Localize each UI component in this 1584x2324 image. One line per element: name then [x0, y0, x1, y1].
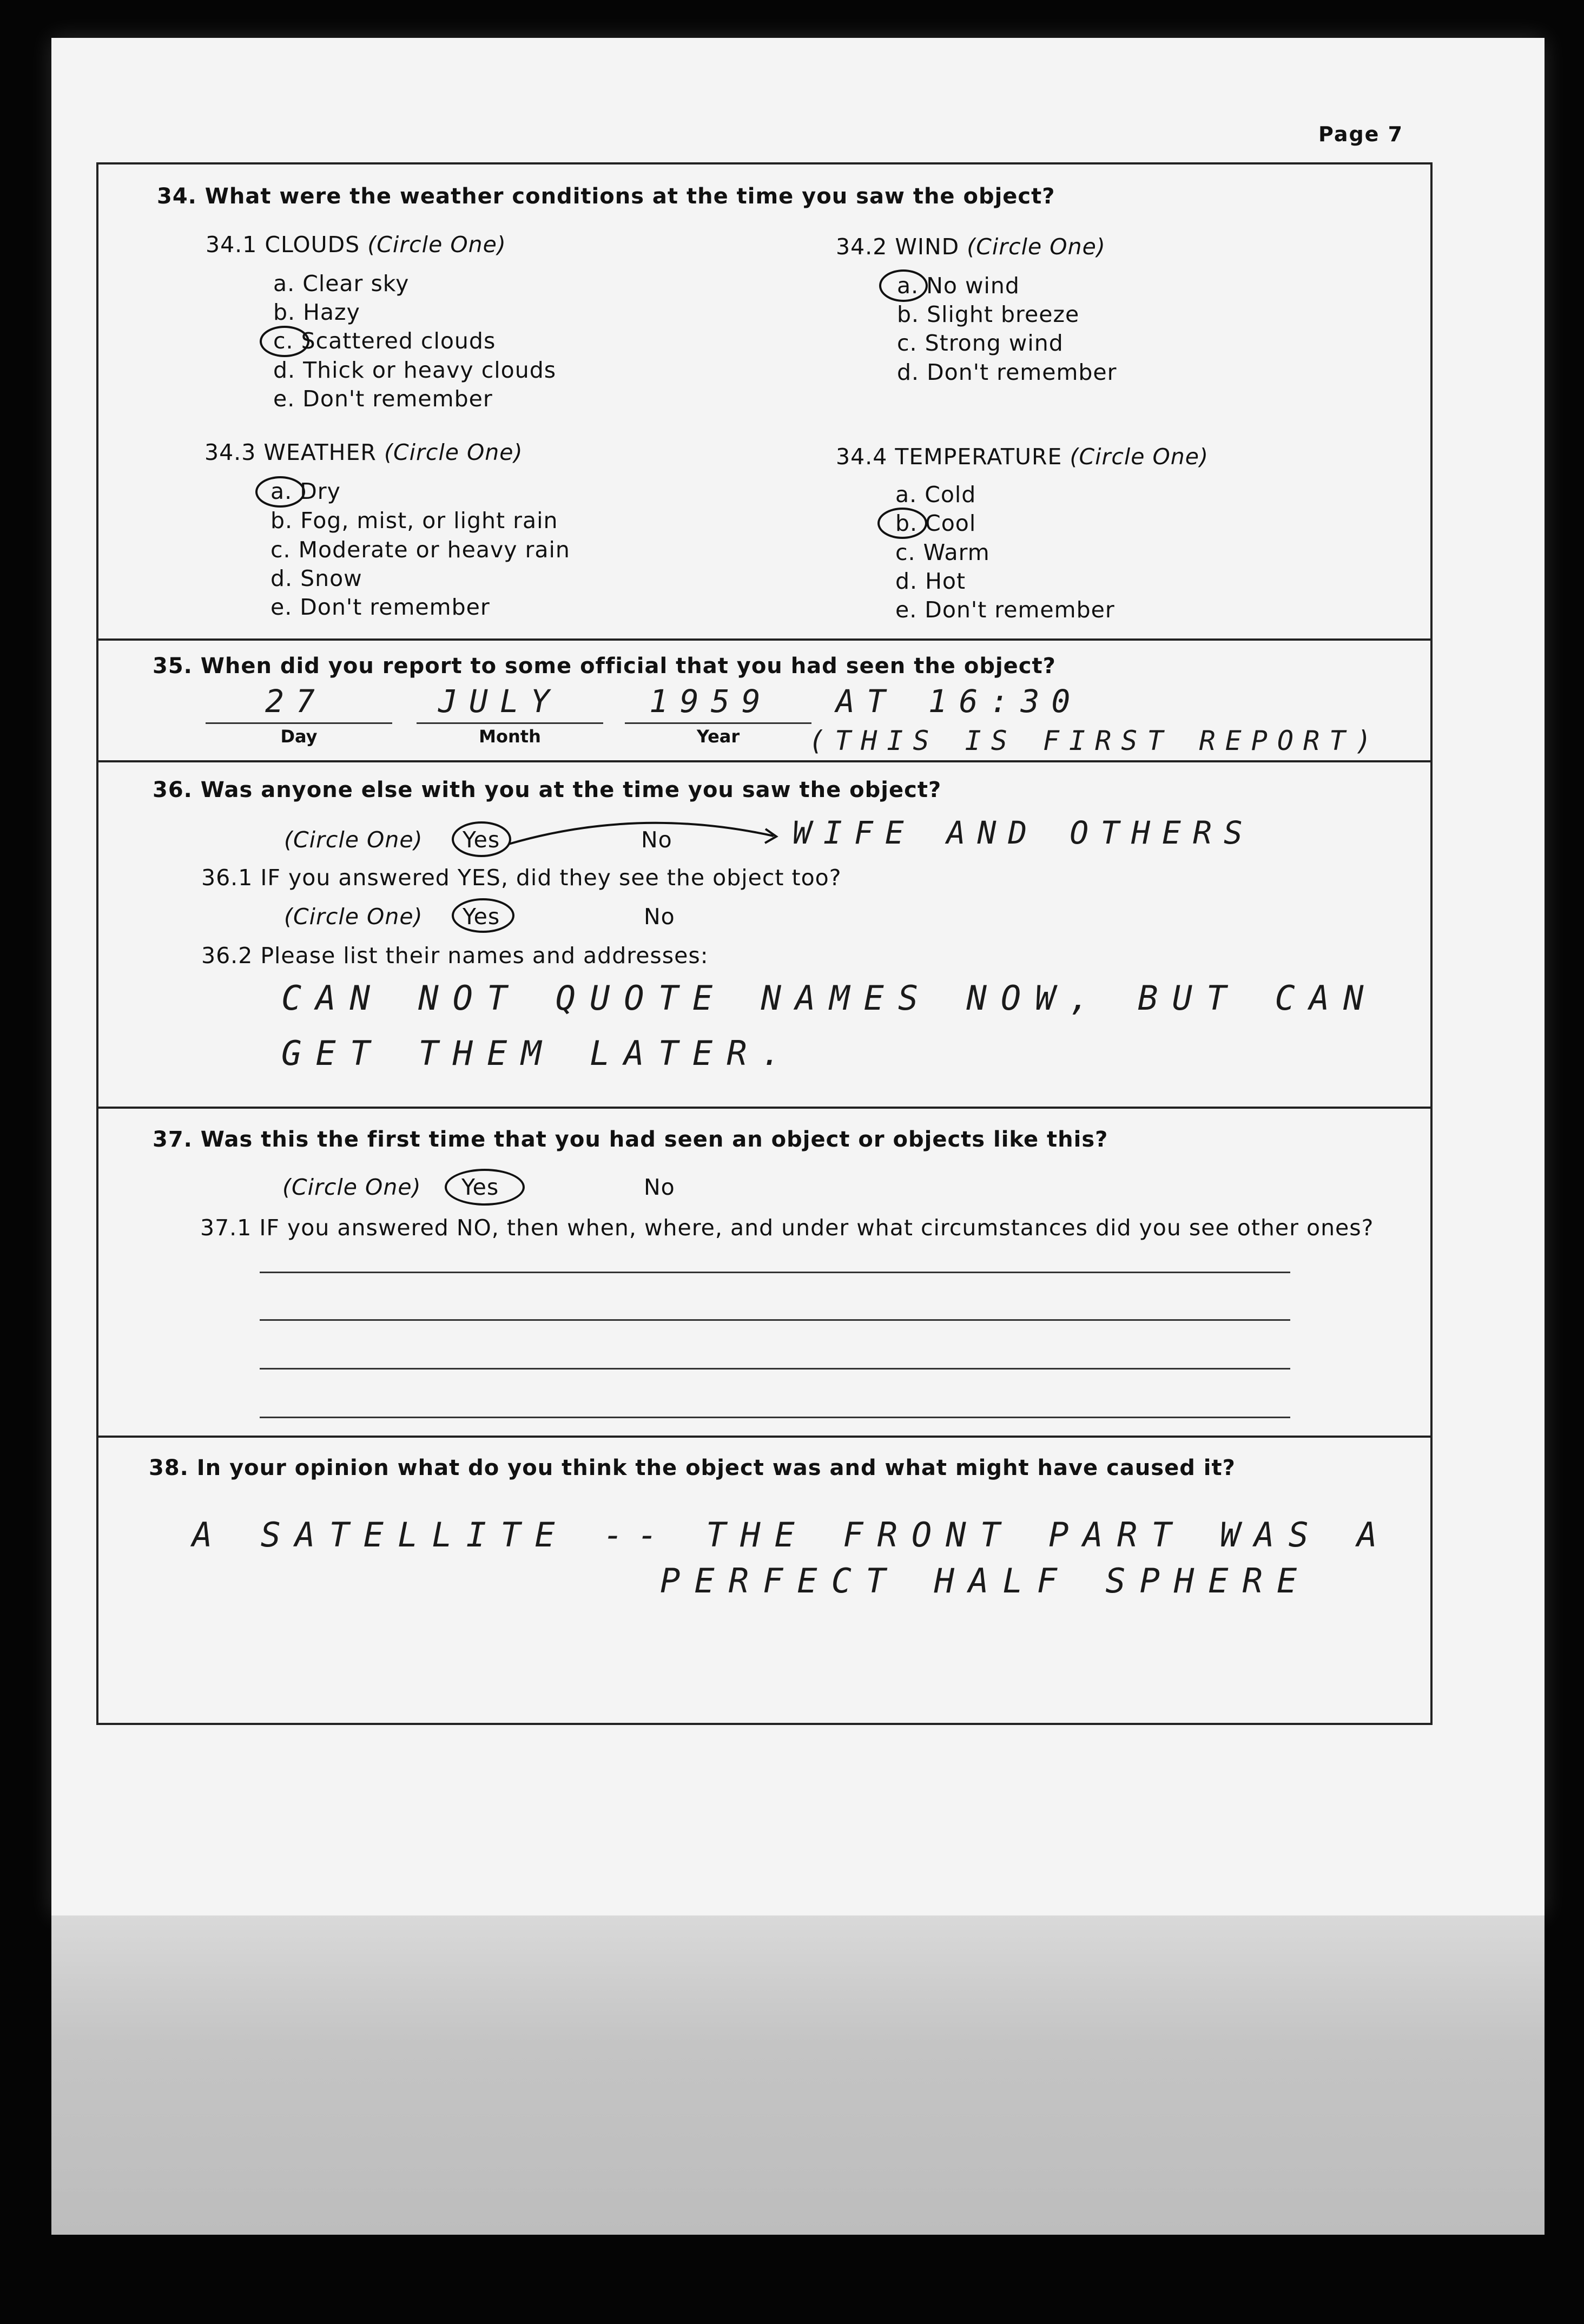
q34-temperature-heading [836, 444, 1209, 470]
q37-1-answer-line-4[interactable] [260, 1417, 1290, 1418]
q36-circle-one: (Circle One) [284, 827, 423, 853]
clouds-option-c[interactable]: c. Scattered clouds [273, 328, 496, 354]
temperature-selection-circle [877, 508, 927, 539]
clouds-option-e[interactable]: e. Don't remember [273, 386, 493, 412]
report-day-value[interactable]: 27 [265, 683, 327, 720]
clouds-option-b[interactable]: b. Hazy [273, 299, 360, 325]
day-underline [206, 722, 392, 724]
weather-option-e[interactable]: e. Don't remember [270, 594, 490, 620]
q37-1-answer-line-2[interactable] [260, 1319, 1290, 1321]
q34-weather-heading [204, 439, 523, 465]
q36-1-circle-one: (Circle One) [284, 904, 423, 930]
report-time-note: AT 16:30 [836, 683, 1083, 720]
q36-no[interactable]: No [641, 827, 672, 853]
weather-selection-circle [255, 476, 305, 508]
q35-question: 35. When did you report to some official that you had seen the object? [153, 654, 1056, 679]
wind-option-a[interactable]: a. No wind [897, 273, 1020, 299]
report-remark: (THIS IS FIRST REPORT) [809, 725, 1382, 756]
year-label: Year [696, 726, 740, 747]
q36-yes[interactable]: Yes [463, 827, 500, 853]
q38-answer-line1: A SATELLITE -- THE FRONT PART WAS A [192, 1515, 1391, 1555]
q36-2-names-line1: CAN NOT QUOTE NAMES NOW, BUT CAN [281, 978, 1378, 1018]
q36-arrow [503, 812, 784, 855]
q36-question: 36. Was anyone else with you at the time you saw the object? [153, 778, 942, 802]
q37-circle-one: (Circle One) [282, 1174, 421, 1200]
q38-question: 38. In your opinion what do you think the object was and what might have caused it? [149, 1456, 1236, 1480]
paper-lower-margin [51, 1915, 1545, 2235]
q36-2-question: 36.2 Please list their names and addresses: [201, 943, 709, 969]
q37-no[interactable]: No [644, 1174, 675, 1200]
wind-option-d[interactable]: d. Don't remember [897, 359, 1117, 385]
wind-option-b[interactable]: b. Slight breeze [897, 301, 1080, 327]
weather-title: 34.3 WEATHER [204, 439, 377, 465]
clouds-option-a[interactable]: a. Clear sky [273, 271, 410, 297]
divider-q37 [96, 1107, 1433, 1109]
page-number: Page 7 [1318, 122, 1404, 146]
month-label: Month [479, 726, 541, 747]
clouds-title: 34.1 CLOUDS [206, 232, 360, 258]
wind-option-c[interactable]: c. Strong wind [897, 330, 1064, 356]
month-underline [417, 722, 603, 724]
temperature-option-c[interactable]: c. Warm [895, 539, 990, 565]
clouds-option-d[interactable]: d. Thick or heavy clouds [273, 357, 557, 383]
temperature-option-d[interactable]: d. Hot [895, 568, 966, 594]
q36-handwritten-answer: WIFE AND OTHERS [793, 814, 1255, 851]
wind-title: 34.2 WIND [836, 234, 960, 260]
q37-yes[interactable]: Yes [461, 1174, 499, 1200]
wind-instruction: (Circle One) [967, 234, 1106, 260]
q34-question: 34. What were the weather conditions at the time you saw the object? [157, 184, 1055, 209]
weather-option-b[interactable]: b. Fog, mist, or light rain [270, 508, 558, 534]
q34-wind-heading [836, 234, 1106, 260]
q36-2-names-line2: GET THEM LATER. [281, 1033, 795, 1073]
q37-1-answer-line-1[interactable] [260, 1272, 1290, 1273]
q36-1-yes-circle [452, 898, 514, 933]
q36-1-yes[interactable]: Yes [463, 904, 500, 930]
q38-answer-line2: PERFECT HALF SPHERE [660, 1561, 1311, 1601]
q37-1-answer-line-3[interactable] [260, 1368, 1290, 1370]
weather-option-d[interactable]: d. Snow [270, 565, 362, 591]
q34-clouds-heading [206, 232, 506, 258]
temperature-instruction: (Circle One) [1070, 444, 1209, 470]
temperature-option-b[interactable]: b. Cool [895, 510, 976, 536]
divider-q36 [96, 760, 1433, 762]
q37-1-question: 37.1 IF you answered NO, then when, where, and under what circumstances did you see other ones? [200, 1215, 1374, 1241]
weather-option-a[interactable]: a. Dry [270, 478, 341, 504]
q37-yes-circle [445, 1169, 525, 1206]
q36-1-question: 36.1 IF you answered YES, did they see the object too? [201, 865, 842, 891]
q37-question: 37. Was this the first time that you had seen an object or objects like this? [153, 1127, 1108, 1152]
divider-q35 [96, 638, 1433, 641]
wind-selection-circle [879, 269, 928, 302]
temperature-option-e[interactable]: e. Don't remember [895, 597, 1115, 623]
year-underline [625, 722, 811, 724]
clouds-instruction: (Circle One) [367, 232, 506, 258]
divider-q38 [96, 1436, 1433, 1438]
clouds-selection-circle [260, 326, 309, 357]
day-label: Day [280, 726, 318, 747]
weather-option-c[interactable]: c. Moderate or heavy rain [270, 537, 570, 563]
temperature-title: 34.4 TEMPERATURE [836, 444, 1062, 470]
temperature-option-a[interactable]: a. Cold [895, 482, 976, 508]
report-year-value[interactable]: 1959 [649, 683, 773, 720]
q36-1-no[interactable]: No [644, 904, 675, 930]
weather-instruction: (Circle One) [384, 439, 523, 465]
report-month-value[interactable]: JULY [438, 683, 562, 720]
q36-yes-circle [452, 821, 511, 857]
